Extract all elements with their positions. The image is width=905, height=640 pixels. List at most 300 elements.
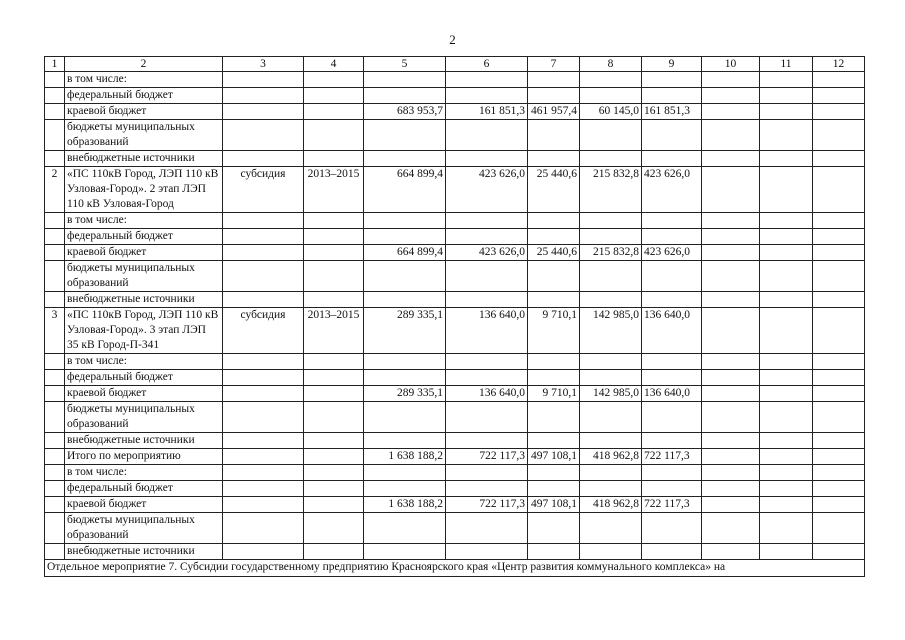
value-cell-col9: 136 640,0: [642, 386, 702, 402]
row-number-cell: 3: [45, 308, 65, 354]
type-cell: субсидия: [223, 308, 304, 354]
value-cell-col8: [580, 481, 642, 497]
empty-cell-col10: [702, 292, 760, 308]
value-cell-col7: [528, 88, 580, 104]
empty-cell-col11: [760, 497, 813, 513]
item-name-cell: «ПС 110кВ Город, ЛЭП 110 кВ Узловая-Город». 2 этап ЛЭП 110 кВ Узловая-Город: [65, 167, 223, 213]
value-cell-col8: [580, 72, 642, 88]
value-cell-col8: [580, 120, 642, 151]
item-name-cell: бюджеты муниципальных образований: [65, 120, 223, 151]
value-cell-col5: [364, 433, 446, 449]
empty-cell-col12: [813, 497, 865, 513]
value-cell-col9: 161 851,3: [642, 104, 702, 120]
value-cell-col9: [642, 481, 702, 497]
empty-cell-col12: [813, 167, 865, 213]
table-row: [45, 104, 865, 120]
value-cell-col5: [364, 229, 446, 245]
value-cell-col7: [528, 151, 580, 167]
empty-cell-col11: [760, 72, 813, 88]
empty-cell-col12: [813, 120, 865, 151]
period-cell: [304, 213, 364, 229]
table-row: [45, 229, 865, 245]
empty-cell-col12: [813, 151, 865, 167]
empty-cell-col12: [813, 481, 865, 497]
item-name-cell: внебюджетные источники: [65, 151, 223, 167]
row-number-cell: [45, 433, 65, 449]
value-cell-col7: [528, 292, 580, 308]
row-number-cell: [45, 544, 65, 560]
table-row: [45, 402, 865, 433]
item-name-cell: федеральный бюджет: [65, 370, 223, 386]
value-cell-col8: [580, 261, 642, 292]
empty-cell-col11: [760, 465, 813, 481]
value-cell-col8: 142 985,0: [580, 386, 642, 402]
value-cell-col5: 664 899,4: [364, 167, 446, 213]
value-cell-col7: [528, 481, 580, 497]
column-header-12: 12: [813, 57, 865, 72]
empty-cell-col12: [813, 245, 865, 261]
type-cell: [223, 354, 304, 370]
value-cell-col6: [446, 433, 528, 449]
empty-cell-col11: [760, 261, 813, 292]
empty-cell-col10: [702, 72, 760, 88]
value-cell-col9: [642, 370, 702, 386]
value-cell-col9: [642, 433, 702, 449]
period-cell: [304, 88, 364, 104]
table-row: [45, 354, 865, 370]
value-cell-col9: 423 626,0: [642, 245, 702, 261]
empty-cell-col11: [760, 213, 813, 229]
type-cell: [223, 449, 304, 465]
type-cell: [223, 72, 304, 88]
value-cell-col8: 418 962,8: [580, 497, 642, 513]
empty-cell-col12: [813, 544, 865, 560]
empty-cell-col10: [702, 386, 760, 402]
empty-cell-col12: [813, 88, 865, 104]
empty-cell-col10: [702, 151, 760, 167]
value-cell-col5: [364, 465, 446, 481]
empty-cell-col11: [760, 88, 813, 104]
value-cell-col6: [446, 292, 528, 308]
value-cell-col8: [580, 292, 642, 308]
empty-cell-col11: [760, 151, 813, 167]
value-cell-col6: [446, 213, 528, 229]
value-cell-col5: [364, 481, 446, 497]
value-cell-col9: [642, 513, 702, 544]
value-cell-col5: [364, 72, 446, 88]
empty-cell-col10: [702, 167, 760, 213]
empty-cell-col12: [813, 449, 865, 465]
period-cell: [304, 513, 364, 544]
value-cell-col7: [528, 354, 580, 370]
period-cell: [304, 72, 364, 88]
empty-cell-col12: [813, 433, 865, 449]
empty-cell-col11: [760, 104, 813, 120]
empty-cell-col12: [813, 261, 865, 292]
row-number-cell: [45, 370, 65, 386]
type-cell: [223, 386, 304, 402]
empty-cell-col10: [702, 104, 760, 120]
type-cell: [223, 104, 304, 120]
empty-cell-col11: [760, 513, 813, 544]
item-name-cell: бюджеты муниципальных образований: [65, 261, 223, 292]
value-cell-col6: [446, 481, 528, 497]
empty-cell-col12: [813, 308, 865, 354]
empty-cell-col11: [760, 229, 813, 245]
table-row: [45, 370, 865, 386]
value-cell-col7: 497 108,1: [528, 497, 580, 513]
row-number-cell: [45, 386, 65, 402]
row-number-cell: [45, 465, 65, 481]
value-cell-col5: [364, 151, 446, 167]
empty-cell-col12: [813, 402, 865, 433]
type-cell: [223, 497, 304, 513]
item-name-cell: внебюджетные источники: [65, 292, 223, 308]
value-cell-col5: 289 335,1: [364, 308, 446, 354]
empty-cell-col10: [702, 481, 760, 497]
table-row: [45, 213, 865, 229]
period-cell: [304, 354, 364, 370]
empty-cell-col12: [813, 292, 865, 308]
item-name-cell: «ПС 110кВ Город, ЛЭП 110 кВ Узловая-Город». 3 этап ЛЭП 35 кВ Город-П-341: [65, 308, 223, 354]
value-cell-col6: [446, 544, 528, 560]
value-cell-col7: [528, 229, 580, 245]
empty-cell-col11: [760, 245, 813, 261]
empty-cell-col12: [813, 465, 865, 481]
empty-cell-col10: [702, 354, 760, 370]
value-cell-col6: [446, 402, 528, 433]
empty-cell-col11: [760, 449, 813, 465]
value-cell-col6: [446, 513, 528, 544]
row-number-cell: [45, 213, 65, 229]
page-number: 2: [449, 32, 456, 47]
empty-cell-col11: [760, 308, 813, 354]
value-cell-col9: [642, 88, 702, 104]
value-cell-col5: [364, 544, 446, 560]
value-cell-col9: [642, 354, 702, 370]
value-cell-col7: 25 440,6: [528, 167, 580, 213]
empty-cell-col12: [813, 229, 865, 245]
value-cell-col6: [446, 354, 528, 370]
item-name-cell: внебюджетные источники: [65, 433, 223, 449]
item-name-cell: бюджеты муниципальных образований: [65, 513, 223, 544]
column-header-1: 1: [45, 57, 65, 72]
row-number-cell: [45, 229, 65, 245]
table-row: [45, 167, 865, 213]
value-cell-col9: [642, 465, 702, 481]
value-cell-col6: 423 626,0: [446, 167, 528, 213]
row-number-cell: [45, 354, 65, 370]
value-cell-col8: [580, 465, 642, 481]
type-cell: [223, 370, 304, 386]
table-row: [45, 72, 865, 88]
type-cell: [223, 544, 304, 560]
row-number-cell: [45, 402, 65, 433]
period-cell: 2013–2015: [304, 167, 364, 213]
period-cell: [304, 544, 364, 560]
empty-cell-col10: [702, 120, 760, 151]
item-name-cell: бюджеты муниципальных образований: [65, 402, 223, 433]
item-name-cell: федеральный бюджет: [65, 481, 223, 497]
period-cell: [304, 120, 364, 151]
type-cell: [223, 481, 304, 497]
value-cell-col8: 142 985,0: [580, 308, 642, 354]
value-cell-col8: [580, 433, 642, 449]
value-cell-col8: 418 962,8: [580, 449, 642, 465]
value-cell-col9: [642, 402, 702, 433]
item-name-cell: внебюджетные источники: [65, 544, 223, 560]
empty-cell-col11: [760, 370, 813, 386]
period-cell: [304, 370, 364, 386]
value-cell-col7: 497 108,1: [528, 449, 580, 465]
row-number-cell: [45, 292, 65, 308]
row-number-cell: 2: [45, 167, 65, 213]
value-cell-col7: [528, 465, 580, 481]
value-cell-col9: 722 117,3: [642, 449, 702, 465]
item-name-cell: в том числе:: [65, 213, 223, 229]
type-cell: [223, 120, 304, 151]
value-cell-col5: 664 899,4: [364, 245, 446, 261]
empty-cell-col11: [760, 292, 813, 308]
value-cell-col7: 25 440,6: [528, 245, 580, 261]
row-number-cell: [45, 88, 65, 104]
type-cell: [223, 433, 304, 449]
empty-cell-col10: [702, 544, 760, 560]
empty-cell-col11: [760, 167, 813, 213]
value-cell-col6: 423 626,0: [446, 245, 528, 261]
value-cell-col6: [446, 229, 528, 245]
table-row: [45, 513, 865, 544]
type-cell: [223, 213, 304, 229]
value-cell-col9: 136 640,0: [642, 308, 702, 354]
type-cell: [223, 229, 304, 245]
column-header-3: 3: [223, 57, 304, 72]
value-cell-col9: [642, 213, 702, 229]
empty-cell-col10: [702, 513, 760, 544]
table-row: [45, 261, 865, 292]
value-cell-col5: 1 638 188,2: [364, 449, 446, 465]
value-cell-col5: 1 638 188,2: [364, 497, 446, 513]
value-cell-col7: 9 710,1: [528, 308, 580, 354]
empty-cell-col11: [760, 544, 813, 560]
period-cell: [304, 433, 364, 449]
period-cell: [304, 245, 364, 261]
empty-cell-col10: [702, 465, 760, 481]
value-cell-col8: 215 832,8: [580, 167, 642, 213]
value-cell-col7: [528, 402, 580, 433]
type-cell: субсидия: [223, 167, 304, 213]
value-cell-col8: [580, 213, 642, 229]
item-name-cell: в том числе:: [65, 72, 223, 88]
period-cell: [304, 261, 364, 292]
row-number-cell: [45, 104, 65, 120]
value-cell-col6: 136 640,0: [446, 386, 528, 402]
value-cell-col8: [580, 354, 642, 370]
item-name-cell: краевой бюджет: [65, 245, 223, 261]
value-cell-col7: [528, 72, 580, 88]
value-cell-col7: 9 710,1: [528, 386, 580, 402]
empty-cell-col12: [813, 104, 865, 120]
empty-cell-col12: [813, 513, 865, 544]
item-name-cell: краевой бюджет: [65, 497, 223, 513]
value-cell-col9: [642, 261, 702, 292]
table-row: [45, 308, 865, 354]
value-cell-col6: [446, 120, 528, 151]
empty-cell-col12: [813, 213, 865, 229]
value-cell-col9: [642, 151, 702, 167]
table-row: [45, 386, 865, 402]
value-cell-col7: [528, 261, 580, 292]
value-cell-col5: [364, 292, 446, 308]
column-header-6: 6: [446, 57, 528, 72]
empty-cell-col10: [702, 433, 760, 449]
column-header-7: 7: [528, 57, 580, 72]
period-cell: [304, 465, 364, 481]
type-cell: [223, 245, 304, 261]
row-number-cell: [45, 513, 65, 544]
value-cell-col8: 60 145,0: [580, 104, 642, 120]
table-row: [45, 449, 865, 465]
table-row: [45, 544, 865, 560]
table-row: [45, 481, 865, 497]
type-cell: [223, 513, 304, 544]
value-cell-col6: [446, 151, 528, 167]
table-row: [45, 292, 865, 308]
empty-cell-col10: [702, 370, 760, 386]
value-cell-col6: 161 851,3: [446, 104, 528, 120]
empty-cell-col12: [813, 370, 865, 386]
empty-cell-col11: [760, 402, 813, 433]
value-cell-col5: [364, 213, 446, 229]
value-cell-col9: [642, 292, 702, 308]
section-title-cell: Отдельное мероприятие 7. Субсидии государственному предприятию Красноярского края «Центр развития коммунального комплекса» на: [45, 560, 865, 577]
empty-cell-col10: [702, 229, 760, 245]
item-name-cell: в том числе:: [65, 354, 223, 370]
value-cell-col7: [528, 513, 580, 544]
type-cell: [223, 88, 304, 104]
value-cell-col7: [528, 213, 580, 229]
table-row: [45, 497, 865, 513]
period-cell: [304, 386, 364, 402]
period-cell: [304, 104, 364, 120]
value-cell-col5: 289 335,1: [364, 386, 446, 402]
item-name-cell: Итого по мероприятию: [65, 449, 223, 465]
value-cell-col5: [364, 370, 446, 386]
type-cell: [223, 292, 304, 308]
value-cell-col9: 423 626,0: [642, 167, 702, 213]
value-cell-col5: 683 953,7: [364, 104, 446, 120]
type-cell: [223, 151, 304, 167]
value-cell-col6: 722 117,3: [446, 497, 528, 513]
empty-cell-col10: [702, 245, 760, 261]
empty-cell-col10: [702, 308, 760, 354]
type-cell: [223, 402, 304, 433]
table-row: [45, 151, 865, 167]
row-number-cell: [45, 497, 65, 513]
value-cell-col5: [364, 402, 446, 433]
item-name-cell: краевой бюджет: [65, 386, 223, 402]
value-cell-col5: [364, 88, 446, 104]
empty-cell-col10: [702, 402, 760, 433]
empty-cell-col10: [702, 449, 760, 465]
period-cell: [304, 449, 364, 465]
empty-cell-col12: [813, 354, 865, 370]
value-cell-col7: [528, 544, 580, 560]
value-cell-col6: 136 640,0: [446, 308, 528, 354]
item-name-cell: федеральный бюджет: [65, 229, 223, 245]
empty-cell-col11: [760, 120, 813, 151]
empty-cell-col12: [813, 386, 865, 402]
item-name-cell: краевой бюджет: [65, 104, 223, 120]
table-row: [45, 465, 865, 481]
column-header-2: 2: [65, 57, 223, 72]
value-cell-col5: [364, 120, 446, 151]
column-header-5: 5: [364, 57, 446, 72]
value-cell-col6: [446, 465, 528, 481]
period-cell: [304, 402, 364, 433]
row-number-cell: [45, 449, 65, 465]
table-row: [45, 245, 865, 261]
item-name-cell: федеральный бюджет: [65, 88, 223, 104]
value-cell-col8: [580, 229, 642, 245]
column-header-11: 11: [760, 57, 813, 72]
type-cell: [223, 465, 304, 481]
row-number-cell: [45, 261, 65, 292]
empty-cell-col10: [702, 88, 760, 104]
table-row: [45, 433, 865, 449]
value-cell-col8: [580, 151, 642, 167]
column-header-8: 8: [580, 57, 642, 72]
value-cell-col9: 722 117,3: [642, 497, 702, 513]
empty-cell-col12: [813, 72, 865, 88]
value-cell-col6: 722 117,3: [446, 449, 528, 465]
value-cell-col9: [642, 229, 702, 245]
value-cell-col8: [580, 370, 642, 386]
row-number-cell: [45, 245, 65, 261]
empty-cell-col10: [702, 261, 760, 292]
column-header-9: 9: [642, 57, 702, 72]
empty-cell-col10: [702, 213, 760, 229]
table-row: [45, 120, 865, 151]
value-cell-col7: [528, 433, 580, 449]
value-cell-col9: [642, 544, 702, 560]
item-name-cell: в том числе:: [65, 465, 223, 481]
empty-cell-col11: [760, 481, 813, 497]
value-cell-col9: [642, 72, 702, 88]
budget-table: [44, 56, 865, 577]
table-row: [45, 88, 865, 104]
column-header-4: 4: [304, 57, 364, 72]
period-cell: [304, 151, 364, 167]
value-cell-col6: [446, 261, 528, 292]
value-cell-col5: [364, 261, 446, 292]
value-cell-col7: [528, 120, 580, 151]
value-cell-col6: [446, 370, 528, 386]
value-cell-col6: [446, 88, 528, 104]
footer-row: [45, 560, 865, 577]
value-cell-col8: [580, 544, 642, 560]
period-cell: 2013–2015: [304, 308, 364, 354]
column-header-10: 10: [702, 57, 760, 72]
value-cell-col8: [580, 513, 642, 544]
value-cell-col6: [446, 72, 528, 88]
period-cell: [304, 481, 364, 497]
row-number-cell: [45, 120, 65, 151]
period-cell: [304, 229, 364, 245]
empty-cell-col10: [702, 497, 760, 513]
value-cell-col8: [580, 402, 642, 433]
value-cell-col9: [642, 120, 702, 151]
